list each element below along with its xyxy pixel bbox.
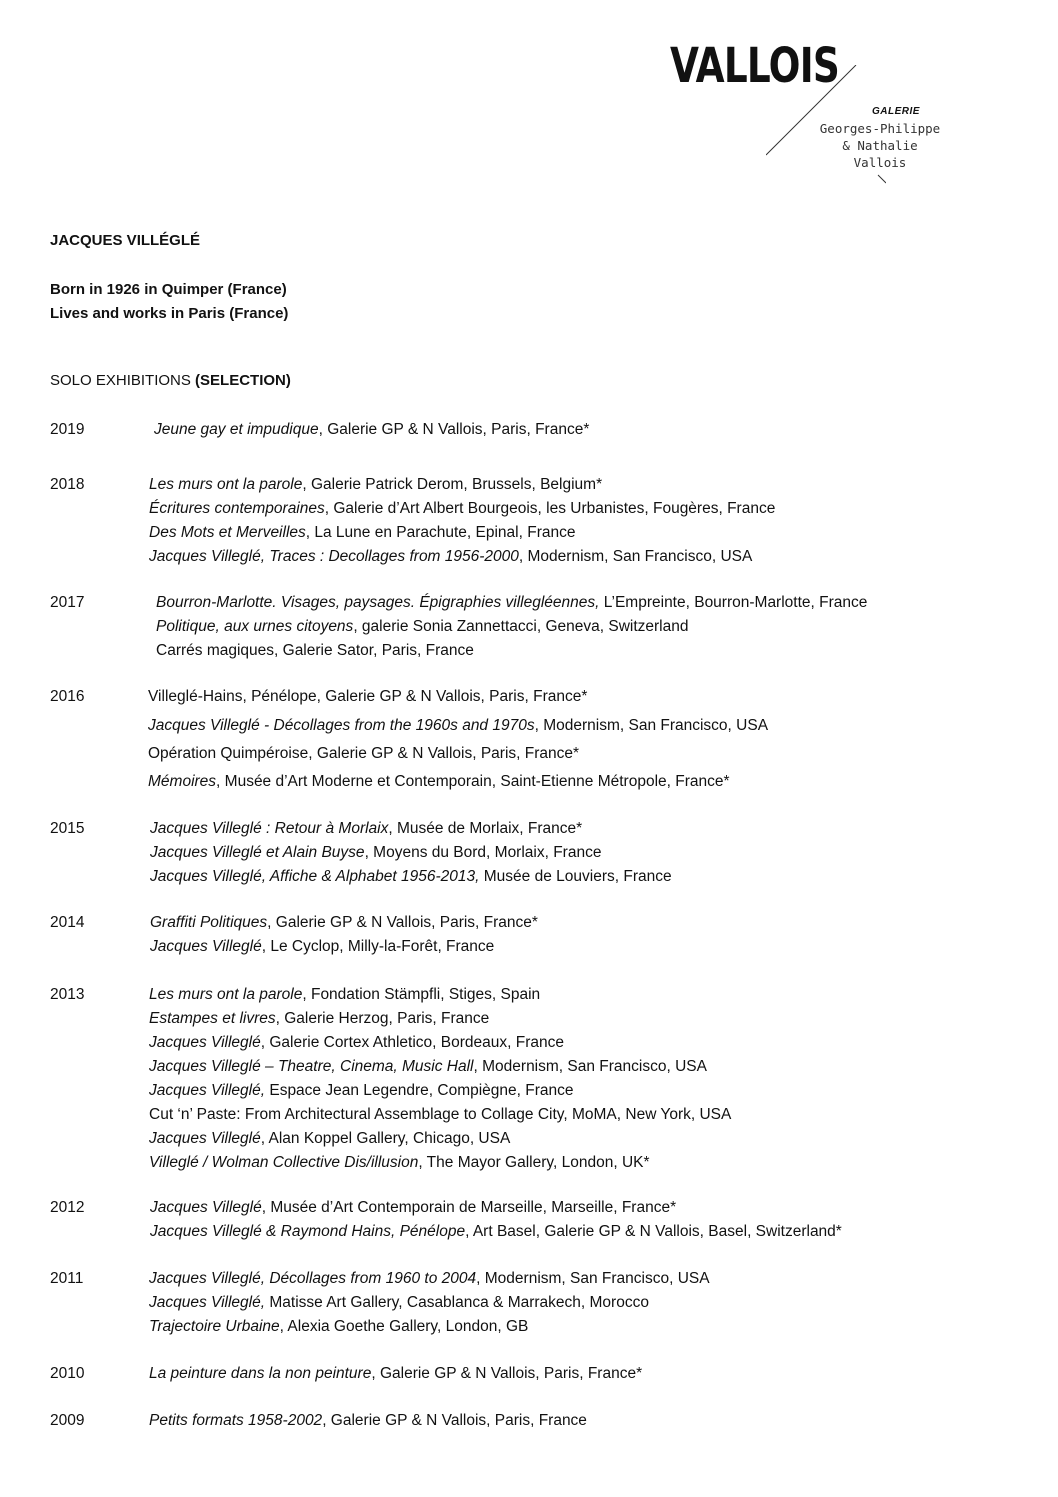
exhibition-venue: , Le Cyclop, Milly-la-Forêt, France (261, 938, 495, 955)
exhibition-venue: , Galerie Cortex Athletico, Bordeaux, France (260, 1034, 564, 1051)
exhibition-year: 2011 (50, 1270, 84, 1287)
exhibition-title: Jacques Villeglé, Affiche & Alphabet 1956-2013, (150, 868, 480, 885)
bio-line: Born in 1926 in Quimper (France) (50, 281, 287, 298)
logo-slash-decoration (766, 65, 886, 185)
exhibition-title: Écritures contemporaines (149, 500, 325, 517)
exhibition-venue: , Modernism, San Francisco, USA (473, 1058, 707, 1075)
exhibition-venue: Espace Jean Legendre, Compiègne, France (265, 1082, 574, 1099)
exhibition-venue: , Art Basel, Galerie GP & N Vallois, Basel, Switzerland* (465, 1223, 842, 1240)
exhibition-entry (156, 618, 688, 636)
exhibition-entry (149, 986, 540, 1004)
exhibition-venue: Cut ‘n’ Paste: From Architectural Assemblage to Collage City, MoMA, New York, USA (149, 1106, 732, 1123)
exhibition-year: 2012 (50, 1199, 85, 1216)
exhibition-title: Bourron-Marlotte. Visages, paysages. Épigraphies villegléennes, (156, 594, 600, 611)
section-heading (50, 372, 291, 389)
exhibition-title: Jacques Villeglé (149, 1130, 261, 1147)
exhibition-title: Jacques Villeglé, Traces : Decollages from 1956-2000 (149, 548, 519, 565)
exhibition-year: 2016 (50, 688, 85, 705)
exhibition-title: Estampes et livres (149, 1010, 276, 1027)
exhibition-entry (156, 594, 867, 612)
exhibition-venue: , Modernism, San Francisco, USA (476, 1270, 710, 1287)
exhibition-entry (148, 745, 579, 763)
exhibition-title: Jacques Villeglé (149, 1034, 261, 1051)
exhibition-title: La peinture dans la non peinture (149, 1365, 372, 1382)
exhibition-venue: , Modernism, San Francisco, USA (534, 717, 769, 734)
exhibition-entry (150, 820, 582, 838)
exhibition-entry (149, 1010, 489, 1028)
exhibition-title: Jacques Villeglé – Theatre, Cinema, Music Hall (149, 1058, 474, 1075)
logo-name-line: & Nathalie (842, 138, 918, 153)
section-heading-suffix: (SELECTION) (195, 372, 291, 389)
exhibition-entry (156, 642, 474, 660)
exhibition-title: Jacques Villeglé (150, 938, 262, 955)
exhibition-entry (150, 938, 494, 956)
exhibition-venue: , Galerie Patrick Derom, Brussels, Belgium* (302, 476, 603, 493)
section-heading-prefix: SOLO EXHIBITIONS (50, 372, 196, 389)
exhibition-venue: Opération Quimpéroise, Galerie GP & N Vallois, Paris, France* (148, 745, 580, 762)
exhibition-venue: , The Mayor Gallery, London, UK* (418, 1154, 650, 1171)
exhibition-entry (149, 476, 602, 494)
exhibition-entry (149, 1318, 528, 1336)
logo-wordmark: VALLOIS (670, 38, 840, 94)
exhibition-entry (148, 717, 768, 735)
exhibition-year: 2019 (50, 421, 85, 438)
exhibition-year: 2010 (50, 1365, 85, 1382)
exhibition-venue: Musée de Louviers, France (479, 868, 672, 885)
exhibition-venue: , Galerie GP & N Vallois, Paris, France (322, 1412, 587, 1429)
exhibition-year: 2015 (50, 820, 85, 837)
exhibition-title: Jacques Villeglé, Décollages from 1960 to 2004 (149, 1270, 477, 1287)
exhibition-title: Jacques Villeglé et Alain Buyse (150, 844, 365, 861)
exhibition-title: Petits formats 1958-2002 (149, 1412, 323, 1429)
logo-galerie-label: GALERIE (872, 106, 920, 117)
exhibition-title: Graffiti Politiques (150, 914, 268, 931)
exhibition-venue: , galerie Sonia Zannettacci, Geneva, Switzerland (353, 618, 689, 635)
exhibition-venue: Matisse Art Gallery, Casablanca & Marrakech, Morocco (265, 1294, 649, 1311)
exhibition-title: Jeune gay et impudique (154, 421, 319, 438)
exhibition-venue: , Galerie Herzog, Paris, France (275, 1010, 490, 1027)
exhibition-venue: , Musée d’Art Moderne et Contemporain, Saint-Etienne Métropole, France* (216, 773, 730, 790)
exhibition-year: 2017 (50, 594, 85, 611)
exhibition-venue: , Fondation Stämpfli, Stiges, Spain (302, 986, 541, 1003)
exhibition-year: 2009 (50, 1412, 85, 1429)
exhibition-title: Les murs ont la parole (149, 986, 303, 1003)
exhibition-venue: , Galerie d’Art Albert Bourgeois, les Urbanistes, Fougères, France (324, 500, 776, 517)
exhibition-venue: , Galerie GP & N Vallois, Paris, France* (267, 914, 538, 931)
logo-name-line: Georges-Philippe (819, 121, 941, 136)
exhibition-venue: , Musée d’Art Contemporain de Marseille, Marseille, France* (261, 1199, 677, 1216)
exhibition-entry (148, 773, 730, 791)
logo-name-line: Vallois (853, 155, 907, 170)
exhibition-venue: Carrés magiques, Galerie Sator, Paris, France (156, 642, 474, 659)
bio-line: Lives and works in Paris (France) (50, 305, 289, 322)
exhibition-year: 2014 (50, 914, 85, 931)
artist-name: JACQUES VILLÉGLÉ (50, 232, 201, 249)
exhibition-year: 2013 (50, 986, 85, 1003)
exhibition-title: Jacques Villeglé & Raymond Hains, Pénélope (150, 1223, 466, 1240)
exhibition-entry (149, 1270, 710, 1288)
exhibition-entry (149, 1034, 564, 1052)
exhibition-venue: Villeglé-Hains, Pénélope, Galerie GP & N Vallois, Paris, France* (148, 688, 588, 705)
exhibition-entry (149, 1106, 731, 1124)
exhibition-title: Jacques Villeglé, (149, 1294, 266, 1311)
exhibition-entry (149, 524, 575, 542)
exhibition-venue: , Galerie GP & N Vallois, Paris, France* (318, 421, 590, 438)
exhibition-entry (149, 500, 775, 518)
exhibition-title: Trajectoire Urbaine (149, 1318, 280, 1335)
exhibition-venue: , Alan Koppel Gallery, Chicago, USA (260, 1130, 511, 1147)
exhibition-title: Villeglé / Wolman Collective Dis/illusion (149, 1154, 419, 1171)
exhibition-venue: , Alexia Goethe Gallery, London, GB (279, 1318, 529, 1335)
exhibition-venue: L’Empreinte, Bourron-Marlotte, France (599, 594, 868, 611)
exhibition-title: Les murs ont la parole (149, 476, 303, 493)
exhibition-title: Des Mots et Merveilles (149, 524, 306, 541)
exhibition-entry (148, 688, 587, 706)
exhibition-venue: , La Lune en Parachute, Epinal, France (305, 524, 576, 541)
exhibition-entry (149, 1130, 510, 1148)
exhibition-entry (150, 844, 601, 862)
exhibition-entry (149, 1412, 587, 1430)
exhibition-entry (149, 548, 752, 566)
exhibition-title: Jacques Villeglé (150, 1199, 262, 1216)
exhibition-entry (150, 914, 538, 932)
exhibition-venue: , Modernism, San Francisco, USA (518, 548, 753, 565)
exhibition-title: Jacques Villeglé - Décollages from the 1960s and 1970s (148, 717, 535, 734)
exhibition-entry (154, 421, 589, 439)
exhibition-title: Politique, aux urnes citoyens (156, 618, 354, 635)
exhibition-year: 2018 (50, 476, 85, 493)
exhibition-entry (149, 1154, 650, 1172)
exhibition-entry (149, 1058, 707, 1076)
exhibition-entry (149, 1082, 574, 1100)
exhibition-entry (149, 1294, 649, 1312)
exhibition-venue: , Moyens du Bord, Morlaix, France (364, 844, 602, 861)
exhibition-title: Jacques Villeglé, (149, 1082, 266, 1099)
exhibition-entry (150, 1223, 842, 1241)
exhibition-venue: , Musée de Morlaix, France* (388, 820, 583, 837)
artist-bio (50, 278, 288, 326)
exhibition-entry (150, 868, 672, 886)
exhibition-title: Mémoires (148, 773, 217, 790)
exhibition-title: Jacques Villeglé : Retour à Morlaix (150, 820, 389, 837)
exhibition-venue: , Galerie GP & N Vallois, Paris, France* (371, 1365, 643, 1382)
exhibition-entry (149, 1365, 642, 1383)
exhibition-entry (150, 1199, 676, 1217)
